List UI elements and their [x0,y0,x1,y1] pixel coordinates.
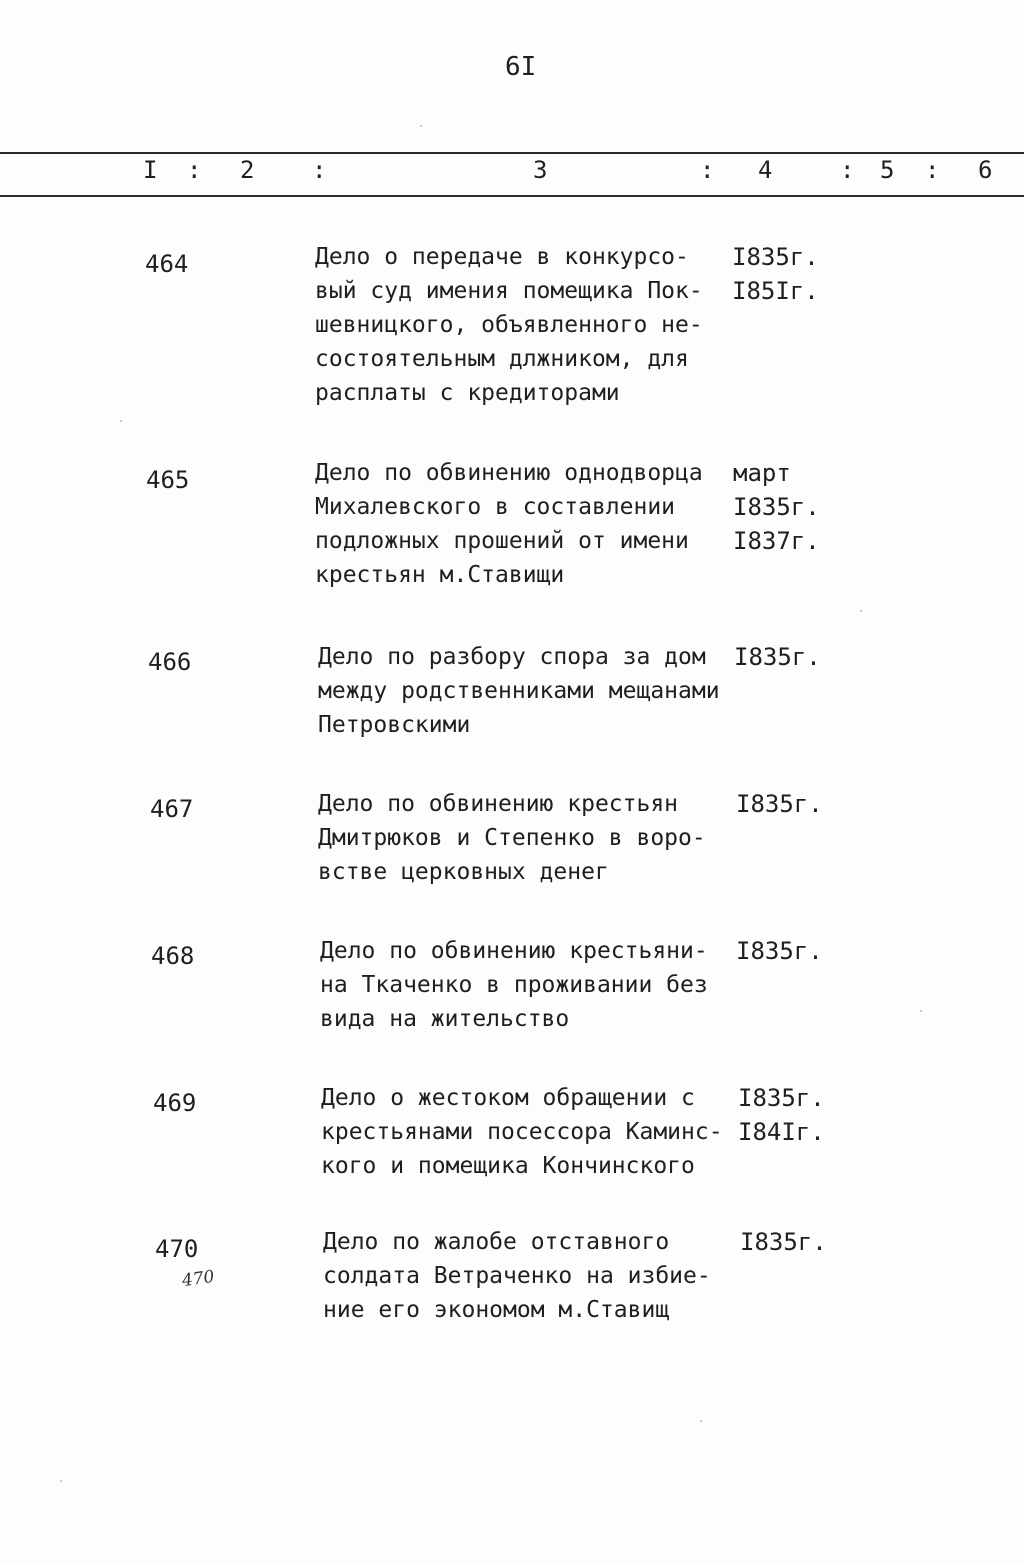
entry-dates [732,240,819,308]
entry-dates [736,787,823,821]
date-line: I835г. [736,937,823,965]
header-bottom-rule [0,195,1024,197]
date-line: I835г. [732,243,819,271]
entry-description [321,1081,723,1183]
entry-number: 470 [155,1235,199,1263]
scan-speck [60,1480,62,1482]
scan-speck [860,610,862,612]
entry-dates [734,640,821,674]
date-line: I835г. [736,790,823,818]
description-line: крестьянами посессора Каминс- [321,1119,723,1145]
date-line: I835г. [740,1228,827,1256]
entry-description [315,240,703,410]
date-line: I835г. [738,1084,825,1112]
entry-number: 466 [148,648,192,676]
description-line: Дело о жестоком обращении с [321,1085,695,1111]
description-line: подложных прошений от имени [315,528,689,554]
entry-number: 469 [153,1089,197,1117]
description-line: Дело по обвинению однодворца [315,460,703,486]
column-header-5: 5 [880,156,895,184]
date-line: I835г. [733,493,820,521]
column-separator: : [187,156,202,184]
description-line: шевницкого, объявленного не- [315,312,703,338]
description-line: Дело по разбору спора за дом [318,644,706,670]
description-line: Дело о передаче в конкурсо- [315,244,689,270]
scan-speck [120,420,122,422]
entry-description [318,787,706,889]
description-line: состоятельным длжником, для [315,346,689,372]
entry-number: 467 [150,795,194,823]
entry-description [315,456,703,592]
header-top-rule [0,152,1024,154]
entry-dates [738,1081,825,1149]
entry-number: 465 [146,466,190,494]
entry-dates [740,1225,827,1259]
description-line: крестьян м.Ставищи [315,562,565,588]
scan-speck [700,1420,702,1422]
entry-number: 468 [151,942,195,970]
description-line: встве церковных денег [318,859,609,885]
description-line: Петровскими [318,712,471,738]
date-line: I84Iг. [738,1118,825,1146]
entry-description [323,1225,711,1327]
column-separator: : [840,156,855,184]
column-separator: : [700,156,715,184]
description-line: кого и помещика Кончинского [321,1153,695,1179]
description-line: Дмитрюков и Степенко в воро- [318,825,706,851]
description-line: Дело по обвинению крестьяни- [320,938,708,964]
entry-description [320,934,708,1036]
column-separator: : [312,156,327,184]
date-line: I85Iг. [732,277,819,305]
page-number: 6I [505,52,537,82]
scan-speck [420,125,422,127]
date-line: I835г. [734,643,821,671]
column-header-4: 4 [758,156,773,184]
entry-dates [733,456,820,558]
description-line: Дело по обвинению крестьян [318,791,679,817]
date-line: март [733,459,791,487]
description-line: солдата Ветраченко на избие- [323,1263,711,1289]
description-line: между родственниками мещанами [318,678,720,704]
date-line: I837г. [733,527,820,555]
description-line: вый суд имения помещика Пок- [315,278,703,304]
scan-speck [920,1010,922,1012]
column-header-3: 3 [533,156,548,184]
description-line: на Ткаченко в проживании без [320,972,708,998]
entry-dates [736,934,823,968]
handwritten-note: 470 [180,1266,216,1292]
description-line: Михалевского в составлении [315,494,676,520]
column-header-6: 6 [978,156,993,184]
description-line: Дело по жалобе отставного [323,1229,670,1255]
description-line: ние его экономом м.Ставищ [323,1297,670,1323]
entry-number: 464 [145,250,189,278]
column-separator: : [925,156,940,184]
column-header-1: I [143,156,158,184]
entry-description [318,640,720,742]
description-line: расплаты с кредиторами [315,380,620,406]
description-line: вида на жительство [320,1006,570,1032]
column-header-2: 2 [240,156,255,184]
